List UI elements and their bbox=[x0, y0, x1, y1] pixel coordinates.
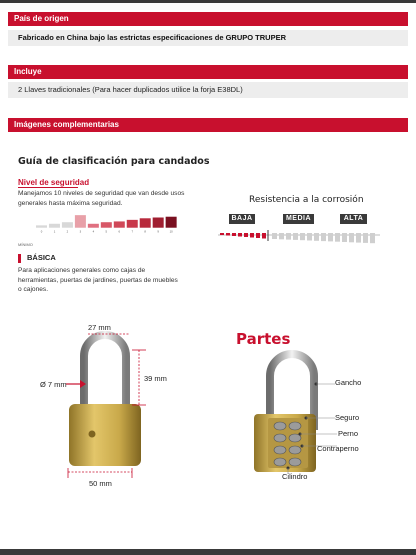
shackle-height-label: 39 mm bbox=[144, 374, 167, 383]
minimum-label: MÍNIMO bbox=[18, 242, 33, 247]
security-level-bar bbox=[140, 218, 151, 227]
corrosion-scale bbox=[218, 228, 380, 244]
corrosion-badge-low: BAJA bbox=[229, 214, 255, 224]
section-body-includes: 2 Llaves tradicionales (Para hacer duplicados utilice la forja E38DL) bbox=[8, 82, 408, 98]
security-level-number: 1 bbox=[53, 230, 56, 234]
level-marker bbox=[18, 254, 21, 263]
shackle-diameter-label: Ø 7 mm bbox=[40, 380, 67, 389]
shackle-width-label: 27 mm bbox=[88, 323, 111, 332]
security-level-underline bbox=[18, 187, 78, 188]
security-level-number: 5 bbox=[105, 230, 108, 234]
security-level-number: 0 bbox=[40, 230, 43, 234]
security-level-bar bbox=[127, 220, 138, 228]
security-level-number: 2 bbox=[66, 230, 69, 234]
security-level-bar bbox=[166, 217, 177, 228]
section-header-origin: País de origen bbox=[8, 12, 408, 26]
level-name-text: BÁSICA bbox=[27, 253, 56, 262]
security-level-label: Nivel de seguridad bbox=[18, 178, 90, 187]
top-border bbox=[0, 0, 416, 3]
part-label-cylinder: Cilindro bbox=[282, 472, 308, 481]
security-level-number: 6 bbox=[118, 230, 121, 234]
security-level-bars bbox=[18, 212, 186, 234]
security-level-number: 3 bbox=[79, 230, 82, 234]
padlock-dimensions-diagram bbox=[36, 320, 196, 490]
part-label-lock: Seguro bbox=[335, 413, 360, 422]
security-level-bar bbox=[114, 221, 125, 227]
guide-title: Guía de clasificación para candados bbox=[18, 156, 210, 167]
security-level-number: 8 bbox=[144, 230, 146, 234]
section-header-includes: Incluye bbox=[8, 65, 408, 79]
part-label-counterpin: Contraperno bbox=[317, 444, 359, 453]
security-level-bar bbox=[88, 224, 99, 228]
bottom-border bbox=[0, 549, 416, 555]
corrosion-title: Resistencia a la corrosión bbox=[249, 195, 364, 205]
section-header-images: Imágenes complementarias bbox=[8, 118, 408, 132]
security-level-number: 4 bbox=[92, 230, 95, 234]
security-level-bar bbox=[153, 218, 164, 228]
security-level-number: 7 bbox=[131, 230, 134, 234]
security-level-bar bbox=[36, 225, 47, 227]
padlock-body bbox=[69, 404, 141, 466]
security-level-bar bbox=[62, 222, 73, 228]
security-level-number: 10 bbox=[169, 230, 173, 234]
padlock-parts-diagram bbox=[240, 350, 410, 490]
corrosion-badge-high: ALTA bbox=[340, 214, 367, 224]
parts-title: Partes bbox=[236, 330, 291, 348]
section-body-origin: Fabricado en China bajo las estrictas especificaciones de GRUPO TRUPER bbox=[8, 30, 408, 46]
part-label-pin: Perno bbox=[338, 429, 359, 438]
security-level-bar bbox=[101, 222, 112, 228]
part-label-shackle: Gancho bbox=[335, 378, 362, 387]
body-width-label: 50 mm bbox=[89, 479, 112, 488]
security-level-bar bbox=[75, 215, 86, 228]
security-level-number: 9 bbox=[157, 230, 159, 234]
security-level-description: Manejamos 10 niveles de seguridad que van desde usos generales hasta máxima seguridad. bbox=[18, 190, 185, 207]
level-description: Para aplicaciones generales como cajas de herramientas, puertas de jardines, puertas de muebles o cajones. bbox=[18, 267, 178, 293]
level-name bbox=[18, 253, 56, 263]
security-level-bar bbox=[49, 224, 60, 228]
corrosion-badge-medium: MEDIA bbox=[283, 214, 314, 224]
